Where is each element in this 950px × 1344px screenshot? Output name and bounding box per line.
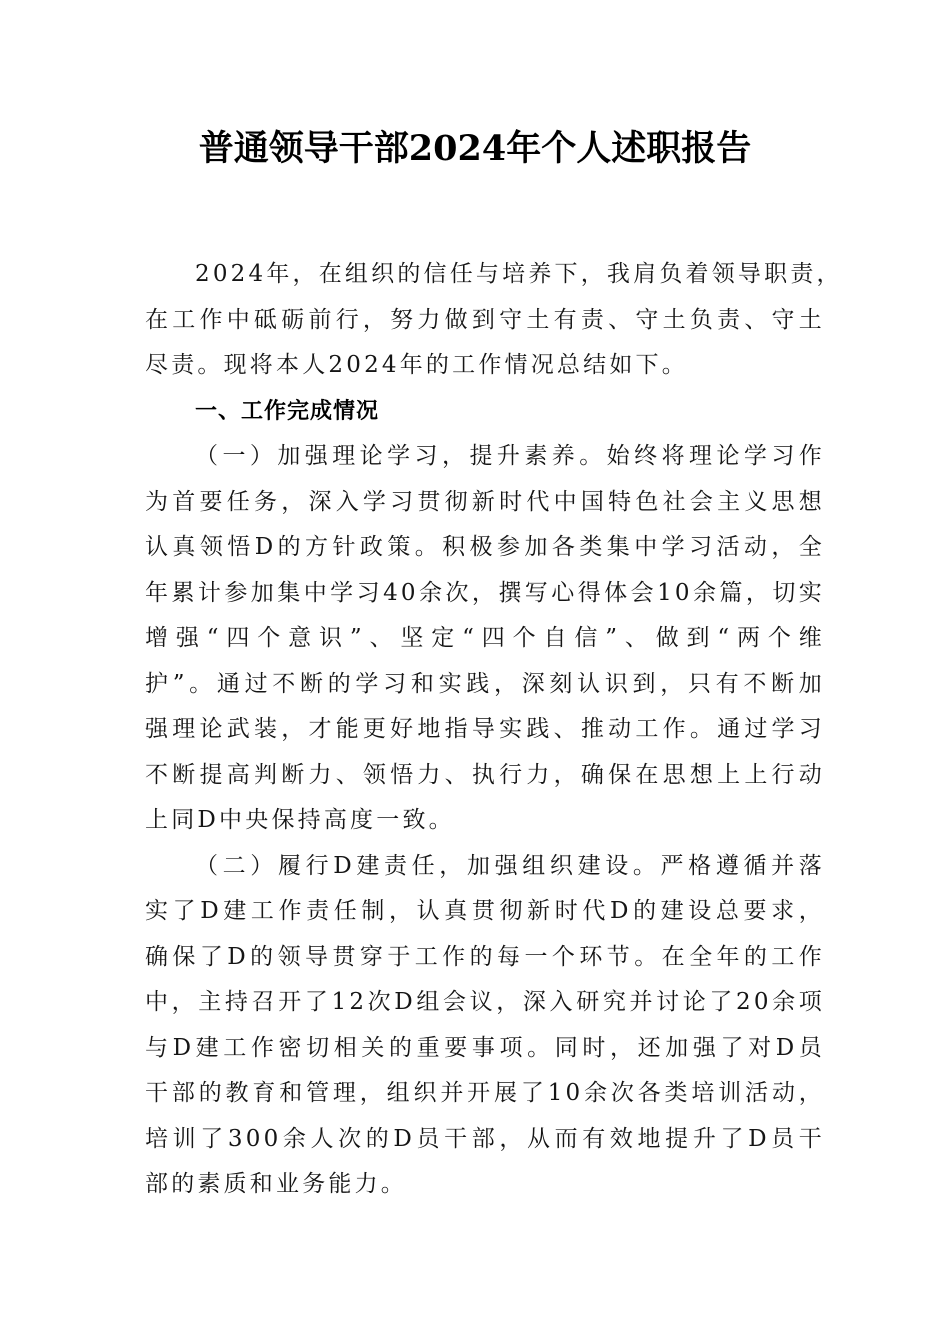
- document-title: 普通领导干部2024年个人述职报告: [198, 128, 752, 169]
- paragraph-line: 年累计参加集中学习40余次，撰写心得体会10余篇，切实: [145, 579, 825, 606]
- paragraph-line: 认真领悟D的方针政策。积极参加各类集中学习活动，全: [145, 534, 825, 560]
- paragraph-line: 部的素质和业务能力。: [145, 1171, 407, 1197]
- paragraph-line: 护”。通过不断的学习和实践，深刻认识到，只有不断加: [145, 670, 825, 697]
- section-heading: 一、工作完成情况: [195, 398, 380, 424]
- paragraph-line: （一）加强理论学习，提升素养。始终将理论学习作: [195, 443, 825, 469]
- intro-paragraph: [145, 252, 843, 389]
- paragraph-line: 中，主持召开了12次D组会议，深入研究并讨论了20余项: [145, 989, 825, 1015]
- paragraph-line: 2024年，在组织的信任与培养下，我肩负着领导职责，: [195, 261, 843, 287]
- paragraph-line: 与D建工作密切相关的重要事项。同时，还加强了对D员: [145, 1034, 825, 1061]
- paragraph-line: 实了D建工作责任制，认真贯彻新时代D的建设总要求，: [145, 898, 825, 924]
- paragraph-line: 为首要任务，深入学习贯彻新时代中国特色社会主义思想: [145, 488, 825, 515]
- paragraph-line: 培训了300余人次的D员干部，从而有效地提升了D员干: [145, 1125, 825, 1152]
- paragraph-line: 确保了D的领导贯穿于工作的每一个环节。在全年的工作: [145, 943, 825, 970]
- paragraph-line: （二）履行D建责任，加强组织建设。严格遵循并落: [195, 852, 825, 879]
- paragraph-line: 上同D中央保持高度一致。: [145, 807, 455, 833]
- paragraph-theory-study: [145, 434, 825, 844]
- document-body: [145, 252, 843, 1208]
- paragraph-line: 不断提高判断力、领悟力、执行力，确保在思想上上行动: [145, 761, 825, 788]
- paragraph-line: 干部的教育和管理，组织并开展了10余次各类培训活动，: [145, 1080, 825, 1106]
- paragraph-line: 在工作中砥砺前行，努力做到守土有责、守土负责、守土: [145, 306, 825, 333]
- paragraph-line: 强理论武装，才能更好地指导实践、推动工作。通过学习: [145, 716, 825, 742]
- paragraph-line: 尽责。现将本人2024年的工作情况总结如下。: [145, 352, 688, 378]
- paragraph-line: 增强“四个意识”、坚定“四个自信”、做到“两个维: [145, 625, 825, 651]
- paragraph-organization-building: [145, 844, 825, 1208]
